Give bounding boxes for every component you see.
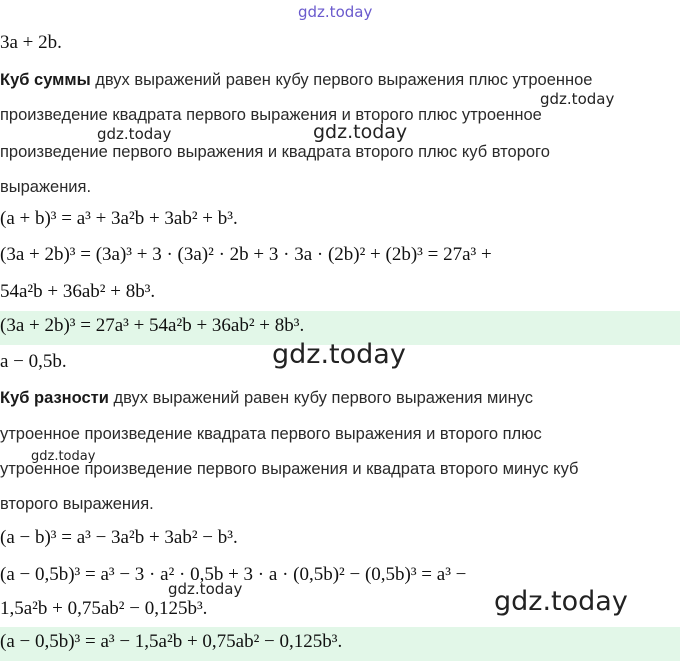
expression-2: a − 0,5b. [0,351,67,372]
watermark: gdz.today [272,339,406,370]
rule-line [0,389,533,408]
watermark: gdz.today [313,121,408,143]
watermark: gdz.today [540,90,615,108]
rule-line: утроенное произведение квадрата первого выражения и второго плюс [0,425,542,443]
rule-term: Куб суммы [0,71,91,89]
rule-line: произведение первого выражения и квадрата второго плюс куб второго [0,143,550,161]
rule-term: Куб разности [0,389,109,407]
rule-line: произведение квадрата первого выражения и второго плюс утроенное [0,106,542,124]
watermark: gdz.today [168,580,243,598]
watermark: gdz.today [494,586,628,617]
rule-line [0,71,592,90]
rule-text: двух выражений равен кубу первого выражения минус [108,389,533,407]
watermark: gdz.today [31,449,96,464]
cube-difference-formula: (a − b)³ = a³ − 3a²b + 3ab² − b³. [0,527,238,548]
watermark: gdz.today [97,125,172,143]
rule-text: двух выражений равен кубу первого выражения плюс утроенное [90,71,593,89]
calculation-line: (a − 0,5b)³ = a³ − 3 · a² · 0,5b + 3 · a · (0,5b)² − (0,5b)³ = a³ − [0,564,467,585]
rule-line: выражения. [0,178,92,196]
rule-line: утроенное произведение первого выражения и квадрата второго минус куб [0,460,579,478]
calculation-line: 54a²b + 36ab² + 8b³. [0,281,156,302]
expression-1: 3a + 2b. [0,32,62,53]
calculation-line: 1,5a²b + 0,75ab² − 0,125b³. [0,598,208,619]
cube-sum-formula: (a + b)³ = a³ + 3a²b + 3ab² + b³. [0,208,238,229]
rule-line: второго выражения. [0,495,154,513]
watermark: gdz.today [298,3,373,21]
calculation-line: (3a + 2b)³ = (3a)³ + 3 · (3a)² · 2b + 3 · 3a · (2b)² + (2b)³ = 27a³ + [0,244,492,265]
answer-1: (3a + 2b)³ = 27a³ + 54a²b + 36ab² + 8b³. [0,315,305,336]
answer-2: (a − 0,5b)³ = a³ − 1,5a²b + 0,75ab² − 0,125b³. [0,631,343,652]
